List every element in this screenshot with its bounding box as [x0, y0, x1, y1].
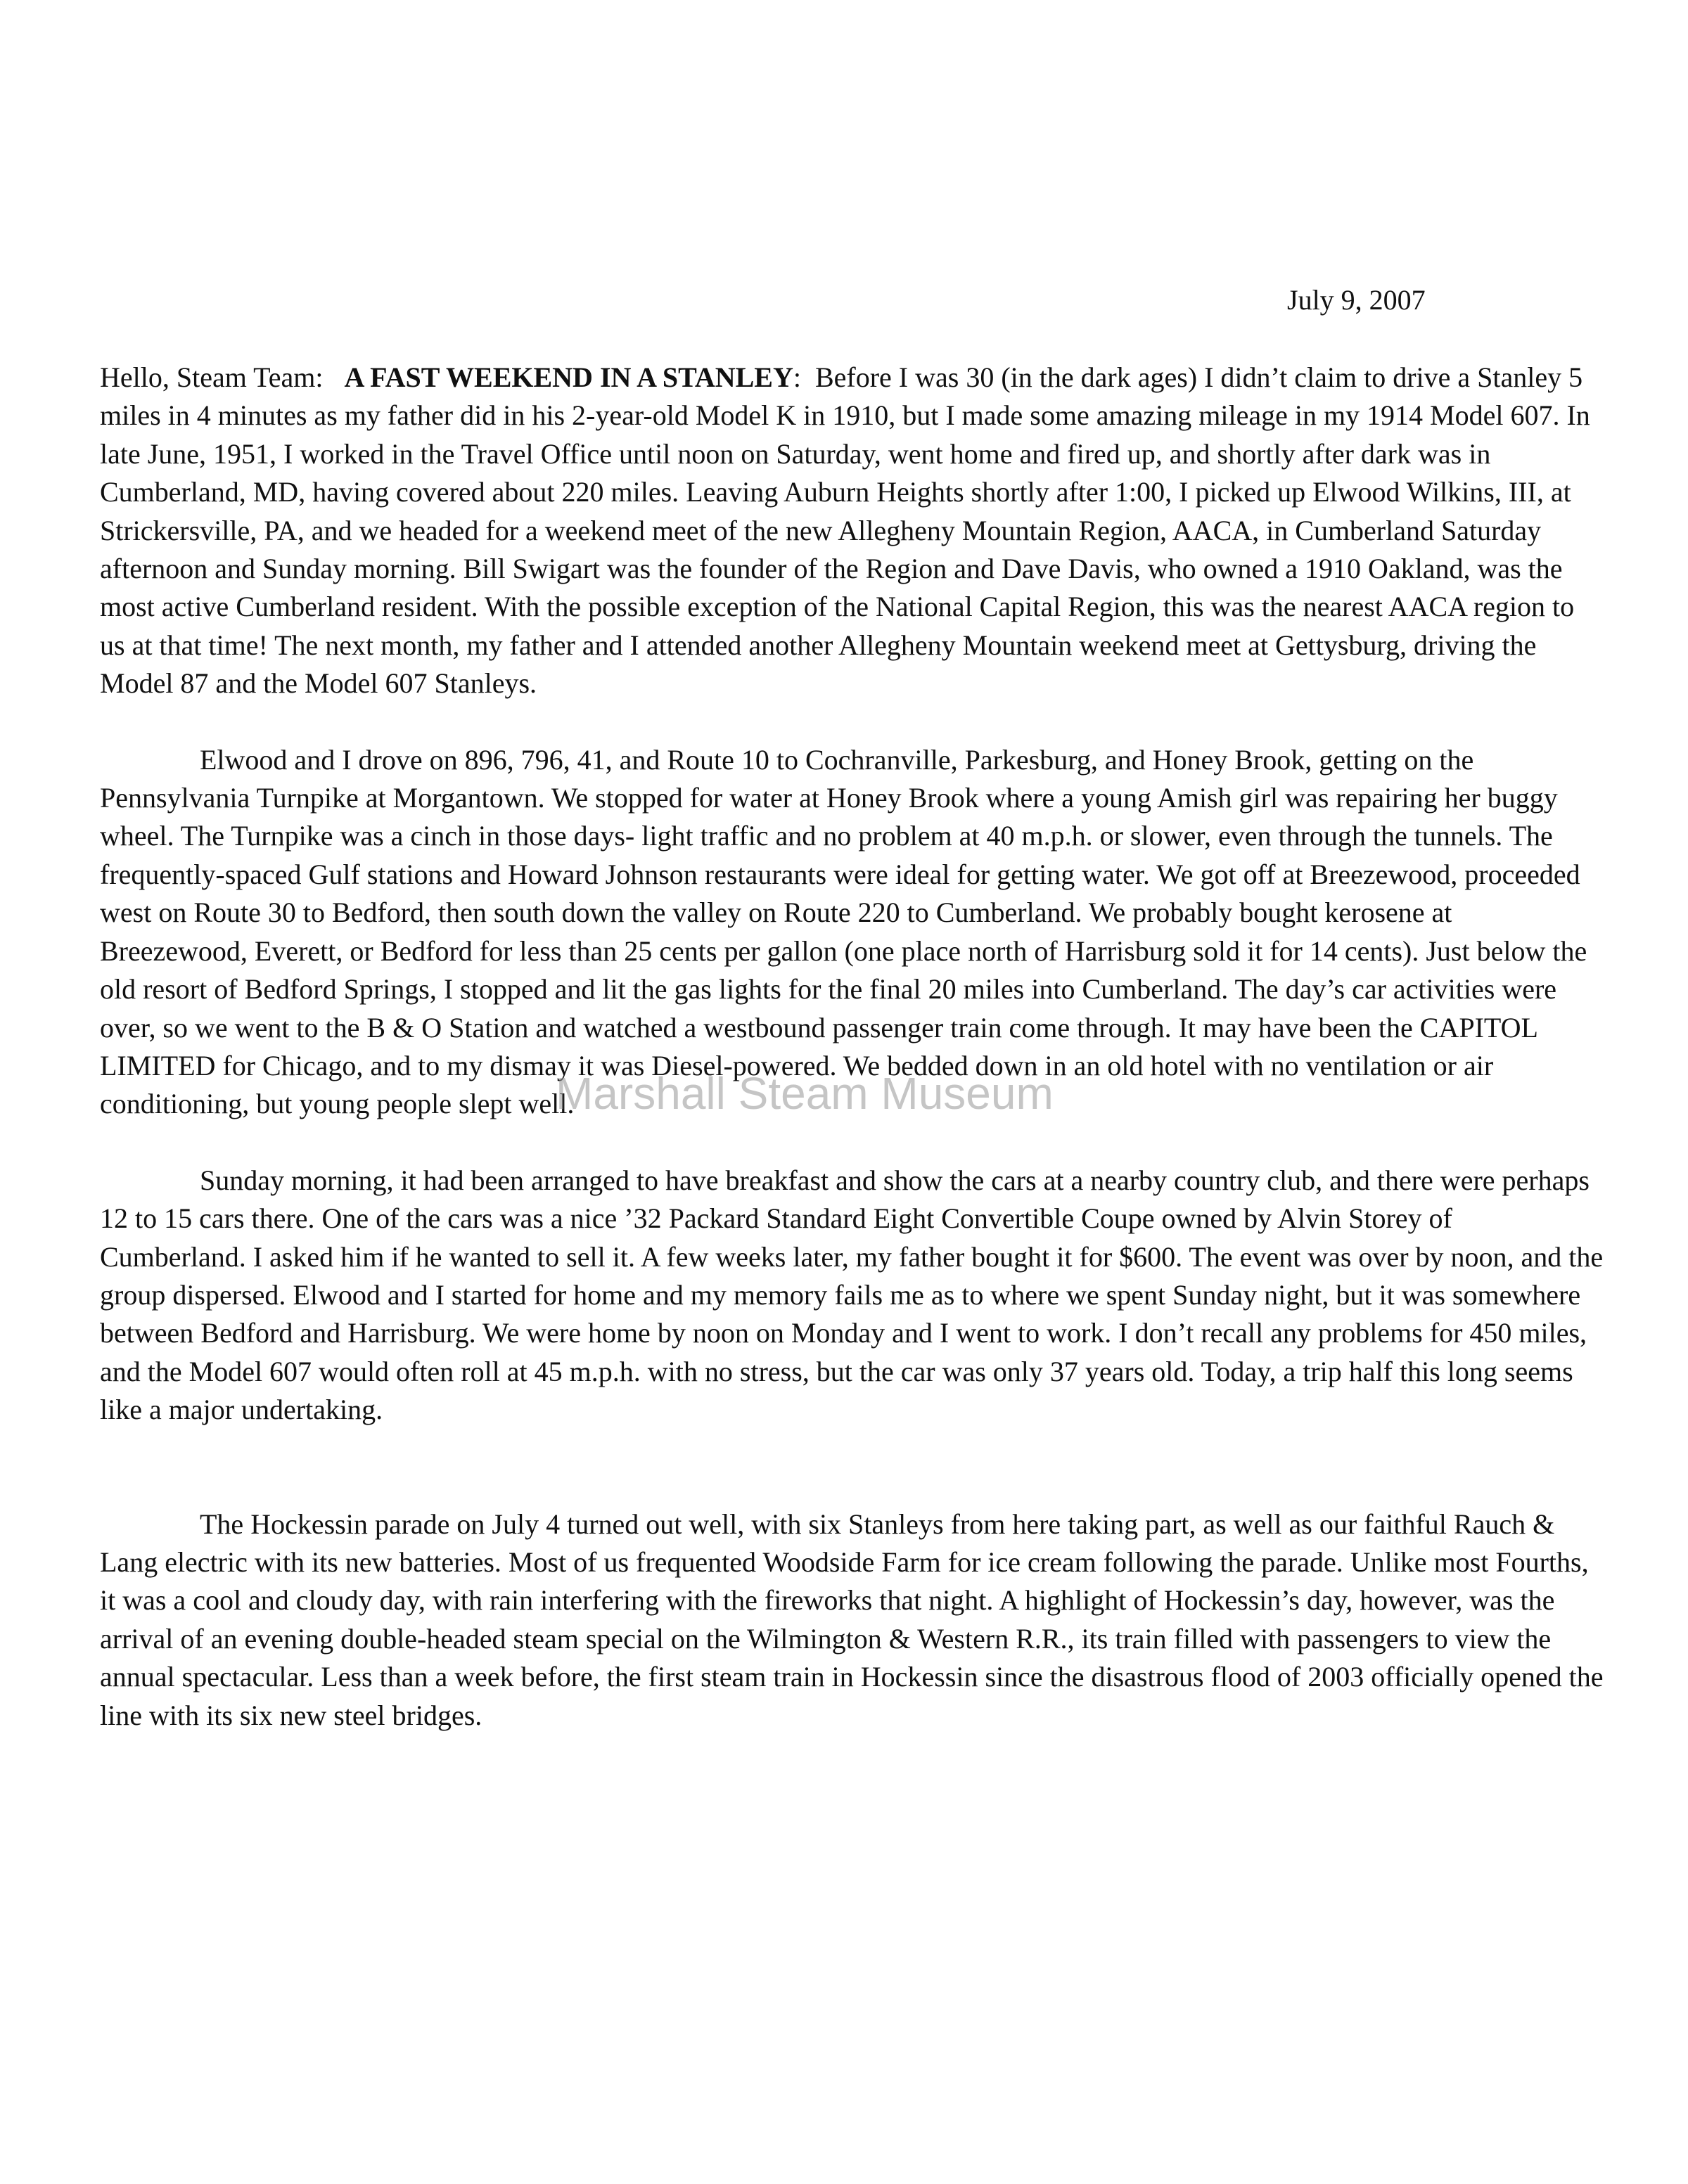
greeting: Hello, Steam Team:	[100, 361, 324, 393]
paragraph-2: Elwood and I drove on 896, 796, 41, and Route 10 to Cochranville, Parkesburg, and Honey Brook, getting on the Pennsylvania Turnpike at Morgantown. We stopped for water at Honey Brook where a young Amish girl was repairing her buggy wheel. The Turnpike was a cinch in those days- light traffic and no problem at 40 m.p.h. or slower, even through the tunnels. The frequently-spaced Gulf stations and Howard Johnson restaurants were ideal for getting water. We got off at Breezewood, proceeded west on Route 30 to Bedford, then south down the valley on Route 220 to Cumberland. We probably bought kerosene at Breezewood, Everett, or Bedford for less than 25 cents per gallon (one place north of Harrisburg sold it for 14 cents). Just below the old resort of Bedford Springs, I stopped and lit the gas lights for the final 20 miles into Cumberland. The day’s car activities were over, so we went to the B & O Station and watched a westbound passenger train come through. It may have been the CAPITOL LIMITED for Chicago, and to my dismay it was Diesel-powered. We bedded down in an old hotel with no ventilation or air conditioning, but young people slept well.	[100, 743, 1587, 1120]
paragraph-4: The Hockessin parade on July 4 turned out well, with six Stanleys from here taking part, as well as our faithful Rauch & Lang electric with its new batteries. Most of us frequented Woodside Farm for ice cream following the parade. Unlike most Fourths, it was a cool and cloudy day, with rain interfering with the fireworks that night. A highlight of Hockessin’s day, however, was the arrival of an evening double-headed steam special on the Wilmington & Western R.R., its train filled with passengers to view the annual spectacular. Less than a week before, the first steam train in Hockessin since the disastrous flood of 2003 officially opened the line with its six new steel bridges.	[100, 1508, 1604, 1731]
paragraph-3: Sunday morning, it had been arranged to have breakfast and show the cars at a nearby country club, and there were perhaps 12 to 15 cars there. One of the cars was a nice ’32 Packard Standard Eight Convertible Coupe owned by Alvin Storey of Cumberland. I asked him if he wanted to sell it. A few weeks later, my father bought it for $600. The event was over by noon, and the group dispersed. Elwood and I started for home and my memory fails me as to where we spent Sunday night, but it was somewhere between Bedford and Harrisburg. We were home by noon on Monday and I went to work. I don’t recall any problems for 450 miles, and the Model 607 would often roll at 45 m.p.h. with no stress, but the car was only 37 years old. Today, a trip half this long seems like a major undertaking.	[100, 1164, 1604, 1426]
paragraph-1: Hello, Steam Team: A FAST WEEKEND IN A STANLEY: Before I was 30 (in the dark ages) I didn’t claim to drive a Stanley 5 miles in 4 minutes as my father did in his 2-year-old Model K in 1910, but I made some amazing mileage in my 1914 Model 607. In late June, 1951, I worked in the Travel Office until noon on Saturday, went home and fired up, and shortly after dark was in Cumberland, MD, having covered about 220 miles. Leaving Auburn Heights shortly after 1:00, I picked up Elwood Wilkins, III, at Strickersville, PA, and we headed for a weekend meet of the new Allegheny Mountain Region, AACA, in Cumberland Saturday afternoon and Sunday morning. Bill Swigart was the founder of the Region and Dave Davis, who owned a 1910 Oakland, was the most active Cumberland resident. With the possible exception of the National Capital Region, this was the nearest AACA region to us at that time! The next month, my father and I attended another Allegheny Mountain weekend meet at Gettysburg, driving the Model 87 and the Model 607 Stanleys.	[100, 361, 1590, 700]
letter-body	[100, 359, 1605, 1735]
watermark: Marshall Steam Museum	[556, 1068, 1054, 1119]
headline: A FAST WEEKEND IN A STANLEY	[344, 361, 793, 393]
letter-date: July 9, 2007	[1287, 284, 1426, 316]
paragraph-1-text: Before I was 30 (in the dark ages) I didn’t claim to drive a Stanley 5 miles in 4 minutes as my father did in his 2-year-old Model K in 1910, but I made some amazing mileage in my 1914 Model 607. In late June, 1951, I worked in the Travel Office until noon on Saturday, went home and fired up, and shortly after dark was in Cumberland, MD, having covered about 220 miles. Leaving Auburn Heights shortly after 1:00, I picked up Elwood Wilkins, III, at Strickersville, PA, and we headed for a weekend meet of the new Allegheny Mountain Region, AACA, in Cumberland Saturday afternoon and Sunday morning. Bill Swigart was the founder of the Region and Dave Davis, who owned a 1910 Oakland, was the most active Cumberland resident. With the possible exception of the National Capital Region, this was the nearest AACA region to us at that time! The next month, my father and I attended another Allegheny Mountain weekend meet at Gettysburg, driving the Model 87 and the Model 607 Stanleys.	[100, 361, 1590, 700]
